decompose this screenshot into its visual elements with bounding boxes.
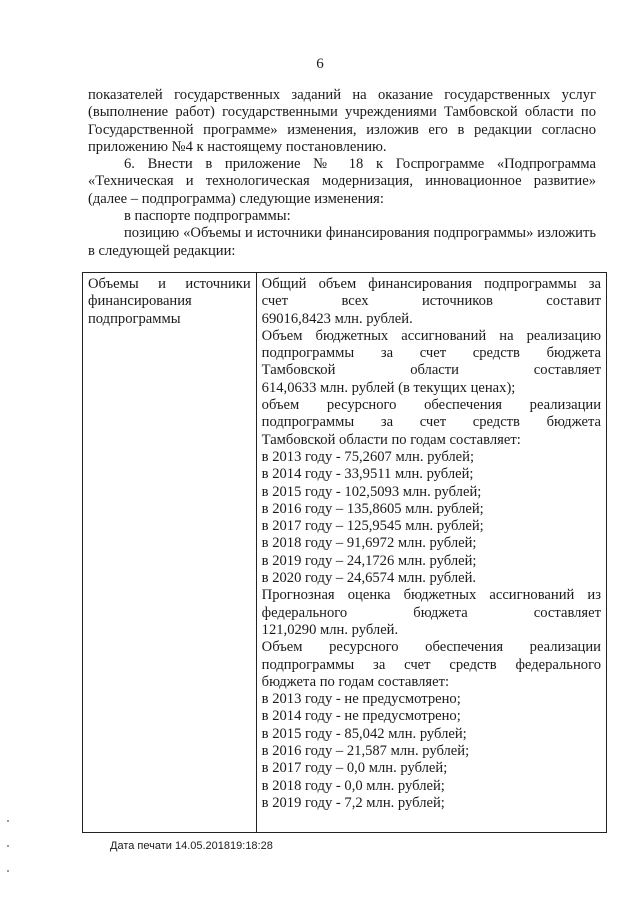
content-line: в 2018 году - 0,0 млн. рублей; <box>261 777 445 794</box>
content-line: в 2019 году – 24,1726 млн. рублей; <box>261 552 477 569</box>
content-line: федерального бюджета составляет <box>261 604 601 621</box>
content-line: в 2016 году – 135,8605 млн. рублей; <box>261 500 484 517</box>
content-line: 614,0633 млн. рублей (в текущих ценах); <box>261 379 516 396</box>
content-line: в 2013 году - не предусмотрено; <box>261 691 461 708</box>
margin-mark <box>7 845 9 847</box>
page-number: 6 <box>316 56 324 72</box>
print-date-footer: Дата печати 14.05.201819:18:28 <box>110 840 273 852</box>
content-line: счет всех источников составит <box>261 293 601 310</box>
content-line: в 2020 году – 24,6574 млн. рублей. <box>261 570 477 587</box>
content-line: в 2017 году – 125,9545 млн. рублей; <box>261 518 484 535</box>
content-line: Тамбовской области по годам составляет: <box>261 431 521 448</box>
paragraph-2: 6. Внести в приложение № 18 к Госпрограмме «Подпрограмма «Техническая и технологическая модернизация, инновационное развитие» (далее – подпрограмма) следующие изменения: <box>88 156 596 207</box>
paragraph-3: в паспорте подпрограммы: <box>124 208 291 225</box>
paragraph-4: позицию «Объемы и источники финансирования подпрограммы» изложить в следующей редакции: <box>88 225 596 259</box>
margin-mark <box>7 870 9 872</box>
content-line: бюджета по годам составляет: <box>261 673 450 690</box>
passport-table <box>82 272 607 833</box>
content-line: в 2014 году - 33,9511 млн. рублей; <box>261 466 474 483</box>
table-row <box>83 273 607 833</box>
content-line: в 2015 году - 102,5093 млн. рублей; <box>261 483 482 500</box>
content-line: в 2019 году - 7,2 млн. рублей; <box>261 794 445 811</box>
table-content-cell <box>256 273 606 833</box>
content-line: в 2015 году - 85,042 млн. рублей; <box>261 725 467 742</box>
content-line: 69016,8423 млн. рублей. <box>261 310 413 327</box>
content-line: в 2016 году – 21,587 млн. рублей; <box>261 743 470 760</box>
margin-mark <box>7 820 9 822</box>
content-line: в 2014 году - не предусмотрено; <box>261 708 461 725</box>
content-line: подпрограммы за счет средств федерального <box>261 656 601 673</box>
content-line: Прогнозная оценка бюджетных ассигнований из <box>261 587 601 604</box>
content-line: Общий объем финансирования подпрограммы за <box>261 276 601 292</box>
paragraph-1: показателей государственных заданий на оказание государственных услуг (выполнение работ) государственными учреждениями Тамбовской области по Государственной программе» изменения, изложив его в редакции согласно приложению №4 к настоящему постановлению. <box>88 87 596 155</box>
table-label-cell: Объемы и источники финансирования подпрограммы <box>83 273 257 833</box>
content-line: Объем ресурсного обеспечения реализации <box>261 639 601 656</box>
body-text <box>88 87 596 260</box>
content-line: Тамбовской области составляет <box>261 362 601 379</box>
content-line: в 2018 году – 91,6972 млн. рублей; <box>261 535 477 552</box>
content-line: объем ресурсного обеспечения реализации <box>261 397 601 414</box>
content-line: подпрограммы за счет средств бюджета <box>261 345 601 362</box>
content-line: в 2017 году – 0,0 млн. рублей; <box>261 760 448 777</box>
content-line: 121,0290 млн. рублей. <box>261 621 399 638</box>
content-line: в 2013 году - 75,2607 млн. рублей; <box>261 448 475 465</box>
content-line: подпрограммы за счет средств бюджета <box>261 414 601 431</box>
content-line: Объем бюджетных ассигнований на реализацию <box>261 327 601 344</box>
